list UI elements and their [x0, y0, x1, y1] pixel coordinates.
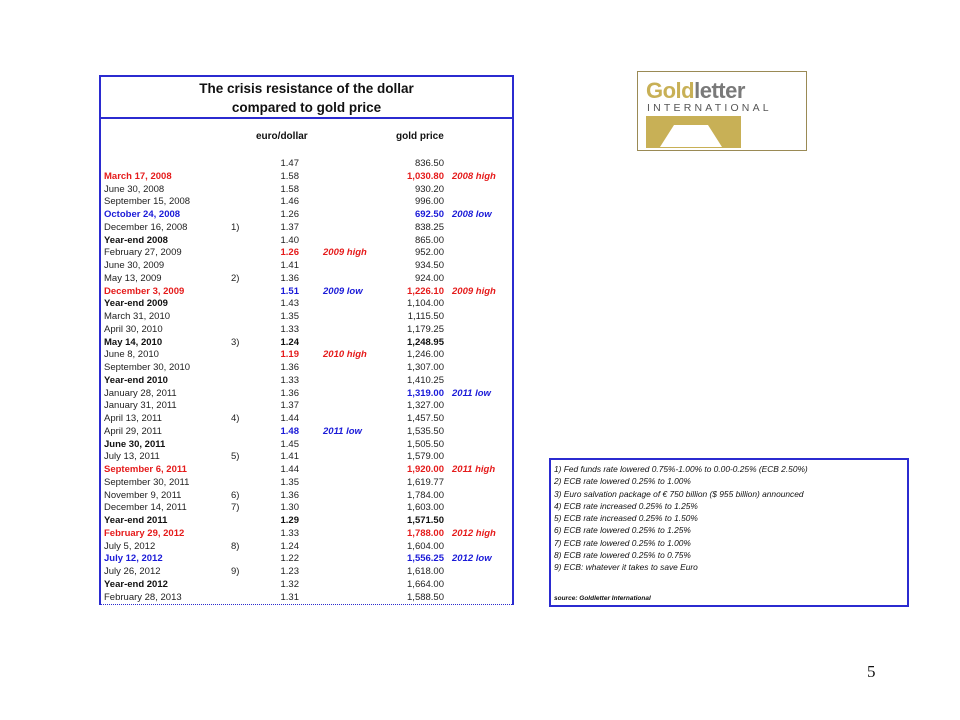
row-gold-annotation: 2012 low: [452, 553, 492, 565]
table-title-line1: The crisis resistance of the dollar: [199, 81, 414, 96]
row-gold-price: 1,619.77: [407, 476, 444, 488]
row-footnote-ref: 8): [231, 540, 240, 552]
row-gold-price: 1,248.95: [407, 336, 444, 348]
row-footnote-ref: 3): [231, 336, 240, 348]
row-gold-annotation: 2008 low: [452, 209, 492, 220]
row-euro-annotation: 2009 low: [323, 285, 363, 297]
row-gold-price: 1,664.00: [407, 578, 444, 590]
row-euro-dollar: 1.19: [280, 349, 299, 361]
row-footnote-ref: 6): [231, 489, 240, 501]
row-date: October 24, 2008: [104, 209, 181, 220]
row-date: May 14, 2010: [104, 336, 163, 348]
row-euro-annotation: 2011 low: [323, 425, 362, 437]
row-date: Year-end 2011: [104, 515, 168, 526]
row-date: June 8, 2010: [104, 349, 159, 361]
logo-international-text: INTERNATIONAL: [647, 102, 772, 114]
row-footnote-ref: 9): [231, 566, 240, 577]
gold-bar-icon: [646, 116, 741, 148]
row-euro-dollar: 1.36: [280, 489, 299, 501]
row-date: April 30, 2010: [104, 323, 163, 335]
row-gold-price: 836.50: [414, 158, 444, 169]
table-row: [101, 400, 512, 413]
row-date: December 14, 2011: [104, 502, 187, 514]
row-euro-dollar: 1.58: [280, 170, 299, 182]
table-row: [101, 260, 512, 273]
row-euro-dollar: 1.23: [280, 566, 299, 577]
table-row: [101, 362, 512, 375]
row-gold-price: 1,784.00: [407, 489, 444, 501]
table-row: [101, 222, 512, 235]
row-euro-dollar: 1.24: [280, 540, 299, 552]
table-row: [101, 158, 512, 171]
footnote-line: 1) Fed funds rate lowered 0.75%-1.00% to 0.00-0.25% (ECB 2.50%): [554, 464, 808, 474]
page-number: 5: [867, 662, 876, 681]
row-date: March 31, 2010: [104, 311, 171, 322]
row-gold-price: 996.00: [414, 196, 444, 208]
row-gold-price: 838.25: [414, 221, 444, 233]
row-gold-price: 1,115.50: [407, 311, 444, 322]
row-date: February 29, 2012: [104, 527, 185, 539]
column-header-gold-price: gold price: [396, 131, 444, 142]
row-date: December 16, 2008: [104, 221, 188, 233]
row-euro-dollar: 1.58: [280, 183, 299, 195]
footnote-line: 8) ECB rate lowered 0.25% to 0.75%: [554, 550, 691, 561]
row-date: June 30, 2009: [104, 260, 165, 271]
table-row: [101, 592, 512, 605]
table-bottom-border: [99, 604, 514, 606]
footnote-line: 6) ECB rate lowered 0.25% to 1.25%: [554, 525, 691, 536]
table-rows: [101, 158, 512, 604]
table-row: [101, 528, 512, 541]
row-euro-dollar: 1.40: [280, 234, 299, 246]
row-date: September 30, 2011: [104, 476, 190, 488]
footnote-list: [554, 463, 904, 574]
row-gold-price: 1,505.50: [407, 438, 444, 450]
row-euro-dollar: 1.41: [280, 451, 299, 463]
row-gold-price: 1,556.25: [407, 553, 444, 565]
table-row: [101, 502, 512, 515]
row-date: May 13, 2009: [104, 272, 162, 284]
row-euro-dollar: 1.47: [280, 158, 299, 169]
row-euro-dollar: 1.26: [280, 209, 299, 220]
table-row: [101, 235, 512, 248]
footnote-line: 4) ECB rate increased 0.25% to 1.25%: [554, 500, 698, 511]
row-euro-dollar: 1.36: [280, 272, 299, 284]
table-row: [101, 451, 512, 464]
row-euro-dollar: 1.43: [280, 298, 299, 310]
table-title-line2: compared to gold price: [231, 100, 382, 115]
row-gold-price: 1,920.00: [407, 464, 444, 475]
table-row: [101, 413, 512, 426]
row-date: April 29, 2011: [104, 425, 162, 437]
table-title: [101, 77, 512, 119]
row-gold-price: 1,319.00: [407, 387, 444, 399]
row-gold-price: 1,457.50: [407, 413, 444, 424]
row-euro-dollar: 1.48: [280, 425, 299, 437]
row-date: November 9, 2011: [104, 489, 182, 501]
footnote-line: 5) ECB rate increased 0.25% to 1.50%: [554, 513, 698, 524]
table-row: [101, 337, 512, 350]
row-date: April 13, 2011: [104, 413, 162, 424]
table-row: [101, 566, 512, 579]
row-date: February 28, 2013: [104, 591, 182, 603]
row-date: September 30, 2010: [104, 362, 191, 373]
row-gold-price: 1,246.00: [407, 349, 444, 361]
row-gold-price: 1,327.00: [407, 400, 444, 412]
row-gold-price: 865.00: [414, 234, 444, 246]
row-gold-price: 952.00: [414, 247, 444, 259]
row-euro-dollar: 1.36: [280, 362, 299, 373]
row-euro-annotation: 2009 high: [323, 247, 367, 259]
row-euro-dollar: 1.29: [280, 515, 299, 526]
footnotes-box: [549, 458, 909, 607]
row-date: March 17, 2008: [104, 170, 172, 182]
row-euro-dollar: 1.36: [280, 387, 299, 399]
row-gold-price: 1,579.00: [407, 451, 444, 463]
table-row: [101, 298, 512, 311]
table-row: [101, 247, 512, 260]
row-euro-dollar: 1.24: [280, 336, 299, 348]
table-row: [101, 324, 512, 337]
footnote-line: 2) ECB rate lowered 0.25% to 1.00%: [554, 476, 691, 487]
table-row: [101, 490, 512, 503]
row-euro-dollar: 1.35: [280, 476, 299, 488]
row-footnote-ref: 4): [231, 413, 240, 424]
row-gold-price: 1,030.80: [407, 170, 444, 182]
table-row: [101, 209, 512, 222]
row-date: Year-end 2010: [104, 374, 168, 386]
row-gold-annotation: 2011 high: [452, 464, 496, 475]
table-row: [101, 171, 512, 184]
footnote-line: 3) Euro salvation package of € 750 billion ($ 955 billion) announced: [554, 488, 804, 499]
row-date: July 12, 2012: [104, 553, 163, 565]
logo-wordmark: [646, 78, 745, 104]
table-row: [101, 541, 512, 554]
row-gold-price: 924.00: [414, 272, 444, 284]
row-gold-price: 1,307.00: [407, 362, 444, 373]
row-gold-price: 692.50: [414, 209, 444, 220]
row-gold-annotation: 2011 low: [452, 387, 491, 399]
row-date: July 13, 2011: [104, 451, 160, 463]
row-gold-price: 930.20: [414, 183, 444, 195]
crisis-table-panel: [99, 75, 514, 605]
row-euro-dollar: 1.51: [280, 285, 299, 297]
table-row: [101, 579, 512, 592]
logo-gold-text: Gold: [646, 78, 695, 103]
row-euro-dollar: 1.31: [280, 591, 299, 603]
table-row: [101, 553, 512, 566]
row-date: September 6, 2011: [104, 464, 187, 475]
column-header-euro-dollar: euro/dollar: [256, 131, 308, 142]
table-row: [101, 184, 512, 197]
table-row: [101, 439, 512, 452]
row-gold-annotation: 2012 high: [452, 527, 496, 539]
row-date: Year-end 2009: [104, 298, 168, 310]
table-row: [101, 477, 512, 490]
row-date: July 26, 2012: [104, 566, 161, 577]
row-footnote-ref: 1): [231, 221, 240, 233]
table-row: [101, 515, 512, 528]
row-euro-dollar: 1.22: [280, 553, 299, 565]
row-gold-price: 1,226.10: [407, 285, 444, 297]
table-row: [101, 196, 512, 209]
row-footnote-ref: 2): [231, 272, 240, 284]
logo-letter-text: letter: [694, 78, 745, 103]
row-gold-price: 1,104.00: [407, 298, 444, 310]
row-date: June 30, 2008: [104, 183, 165, 195]
row-date: July 5, 2012: [104, 540, 156, 552]
table-row: [101, 349, 512, 362]
row-gold-price: 934.50: [414, 260, 444, 271]
footnote-line: 9) ECB: whatever it takes to save Euro: [554, 562, 698, 573]
row-euro-dollar: 1.46: [280, 196, 299, 208]
goldletter-logo: [637, 71, 807, 151]
row-gold-price: 1,618.00: [407, 566, 444, 577]
table-row: [101, 426, 512, 439]
table-row: [101, 375, 512, 388]
row-euro-dollar: 1.33: [280, 527, 299, 539]
footnote-line: 7) ECB rate lowered 0.25% to 1.00%: [554, 537, 691, 548]
table-row: [101, 286, 512, 299]
row-gold-price: 1,535.50: [407, 425, 444, 437]
table-row: [101, 464, 512, 477]
row-gold-price: 1,179.25: [407, 323, 444, 335]
row-gold-price: 1,571.50: [407, 515, 444, 526]
row-euro-dollar: 1.32: [280, 578, 299, 590]
table-row: [101, 311, 512, 324]
row-euro-annotation: 2010 high: [323, 349, 367, 361]
row-date: Year-end 2012: [104, 578, 168, 590]
source-note: source: Goldletter International: [554, 595, 651, 602]
row-gold-price: 1,603.00: [407, 502, 444, 514]
row-euro-dollar: 1.33: [280, 374, 299, 386]
row-date: Year-end 2008: [104, 234, 168, 246]
row-euro-dollar: 1.41: [280, 260, 299, 271]
row-gold-price: 1,410.25: [407, 374, 444, 386]
row-euro-dollar: 1.37: [280, 221, 299, 233]
row-footnote-ref: 5): [231, 451, 240, 463]
row-date: September 15, 2008: [104, 196, 191, 208]
row-date: February 27, 2009: [104, 247, 182, 259]
row-euro-dollar: 1.33: [280, 323, 299, 335]
row-euro-dollar: 1.45: [280, 438, 299, 450]
row-euro-dollar: 1.30: [280, 502, 299, 514]
row-gold-price: 1,588.50: [407, 591, 444, 603]
row-euro-dollar: 1.44: [280, 464, 299, 475]
row-footnote-ref: 7): [231, 502, 240, 514]
row-gold-price: 1,604.00: [407, 540, 444, 552]
row-euro-dollar: 1.37: [280, 400, 299, 412]
row-euro-dollar: 1.44: [280, 413, 299, 424]
row-date: December 3, 2009: [104, 285, 185, 297]
row-date: January 28, 2011: [104, 387, 177, 399]
row-gold-price: 1,788.00: [407, 527, 444, 539]
table-row: [101, 273, 512, 286]
row-euro-dollar: 1.26: [280, 247, 299, 259]
row-date: January 31, 2011: [104, 400, 177, 412]
table-row: [101, 388, 512, 401]
row-euro-dollar: 1.35: [280, 311, 299, 322]
row-gold-annotation: 2009 high: [452, 285, 496, 297]
row-gold-annotation: 2008 high: [452, 170, 496, 182]
row-date: June 30, 2011: [104, 438, 166, 450]
